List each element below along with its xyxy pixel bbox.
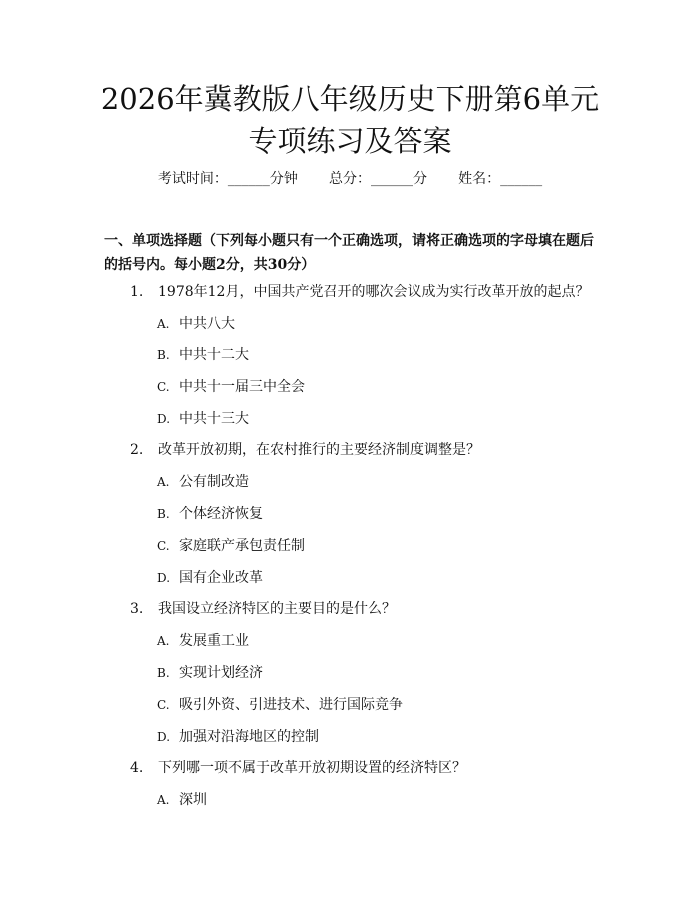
- option-text: 实现计划经济: [179, 665, 263, 681]
- option-letter: A.: [157, 475, 170, 489]
- option-item: [157, 695, 403, 715]
- option-letter: A.: [157, 317, 170, 331]
- page-title: 2026年冀教版八年级历史下册第6单元专项练习及答案: [100, 82, 600, 158]
- option-text: 中共十一届三中全会: [179, 379, 305, 395]
- option-letter: C.: [157, 380, 170, 394]
- option-letter: B.: [157, 507, 170, 521]
- question-text: 我国设立经济特区的主要目的是什么？: [158, 601, 396, 617]
- option-letter: C.: [157, 539, 170, 553]
- option-text: 中共十三大: [179, 411, 249, 427]
- option-letter: D.: [157, 730, 171, 744]
- option-item: [157, 790, 207, 810]
- option-letter: B.: [157, 666, 170, 680]
- option-letter: A.: [157, 634, 170, 648]
- option-text: 家庭联产承包责任制: [179, 538, 305, 554]
- option-letter: D.: [157, 412, 171, 426]
- question-2: [130, 440, 480, 460]
- option-item: [157, 377, 305, 397]
- option-item: [157, 663, 263, 683]
- option-text: 中共八大: [179, 316, 235, 332]
- option-letter: B.: [157, 348, 170, 362]
- question-text: 1978年12月，中国共产党召开的哪次会议成为实行改革开放的起点？: [158, 284, 590, 300]
- option-letter: A.: [157, 793, 170, 807]
- option-item: [157, 409, 249, 429]
- option-item: [157, 536, 305, 556]
- option-text: 国有企业改革: [179, 570, 263, 586]
- question-1: [130, 282, 589, 302]
- exam-info-line: [0, 168, 700, 188]
- option-text: 深圳: [179, 792, 207, 808]
- option-text: 个体经济恢复: [179, 506, 263, 522]
- option-item: [157, 568, 263, 588]
- option-letter: C.: [157, 698, 170, 712]
- question-number: 4.: [130, 760, 144, 776]
- question-3: [130, 599, 396, 619]
- option-item: [157, 472, 249, 492]
- question-text: 下列哪一项不属于改革开放初期设置的经济特区？: [158, 760, 466, 776]
- option-text: 发展重工业: [179, 633, 249, 649]
- student-name-field: 姓名：______: [458, 171, 543, 187]
- exam-time-field: 考试时间：______分钟: [157, 171, 298, 187]
- option-text: 公有制改造: [179, 474, 249, 490]
- option-item: [157, 631, 249, 651]
- option-text: 吸引外资、引进技术、进行国际竞争: [179, 697, 403, 713]
- total-score-field: 总分：______分: [329, 171, 427, 187]
- option-letter: D.: [157, 571, 171, 585]
- option-item: [157, 727, 319, 747]
- section-header: 一、单项选择题（下列每小题只有一个正确选项，请将正确选项的字母填在题后的括号内。每小题2分，共30分）: [104, 233, 594, 273]
- question-number: 3.: [130, 601, 144, 617]
- option-text: 中共十二大: [179, 347, 249, 363]
- question-4: [130, 758, 466, 778]
- question-number: 2.: [130, 442, 144, 458]
- option-text: 加强对沿海地区的控制: [179, 729, 319, 745]
- question-text: 改革开放初期，在农村推行的主要经济制度调整是？: [158, 442, 480, 458]
- option-item: [157, 345, 249, 365]
- option-item: [157, 314, 235, 334]
- option-item: [157, 504, 263, 524]
- question-number: 1.: [130, 284, 144, 300]
